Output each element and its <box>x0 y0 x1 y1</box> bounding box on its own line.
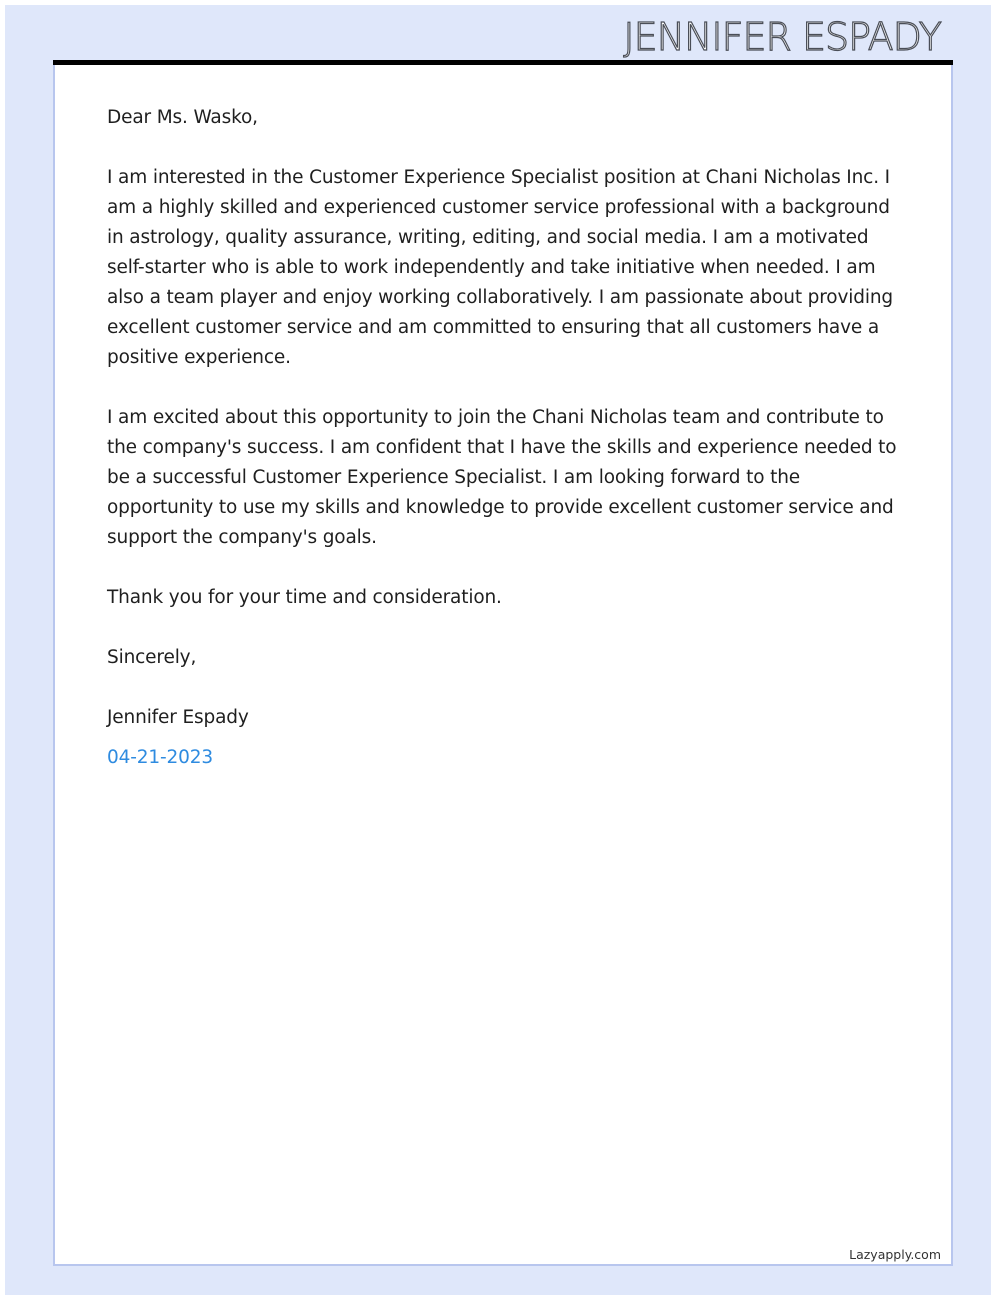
page-background <box>5 5 991 1295</box>
signature: Jennifer Espady <box>107 707 249 728</box>
paragraph-thanks: Thank you for your time and consideration. <box>107 587 502 608</box>
letter-date: 04-21-2023 <box>107 747 214 768</box>
salutation: Dear Ms. Wasko, <box>107 107 258 128</box>
closing: Sincerely, <box>107 647 197 668</box>
footer-brand: Lazyapply.com <box>849 1247 941 1262</box>
paragraph-motivation: I am excited about this opportunity to join the Chani Nicholas team and contribute to the company's success. I am confident that I have the skills and experience needed to be a successful Customer Experience Specialist. I am looking forward to the opportunity to use my skills and knowledge to provide excellent customer service and support the company's goals. <box>107 407 897 548</box>
paragraph-intro: I am interested in the Customer Experience Specialist position at Chani Nicholas Inc. I am a highly skilled and experienced customer service professional with a background in astrology, quality assurance, writing, editing, and social media. I am a motivated self-starter who is able to work independently and take initiative when needed. I am also a team player and enjoy working collaboratively. I am passionate about providing excellent customer service and am committed to ensuring that all customers have a positive experience. <box>107 167 894 368</box>
applicant-name-header: JENNIFER ESPADY <box>623 15 941 59</box>
cover-letter-body <box>107 103 907 773</box>
letter-paper <box>53 65 953 1266</box>
